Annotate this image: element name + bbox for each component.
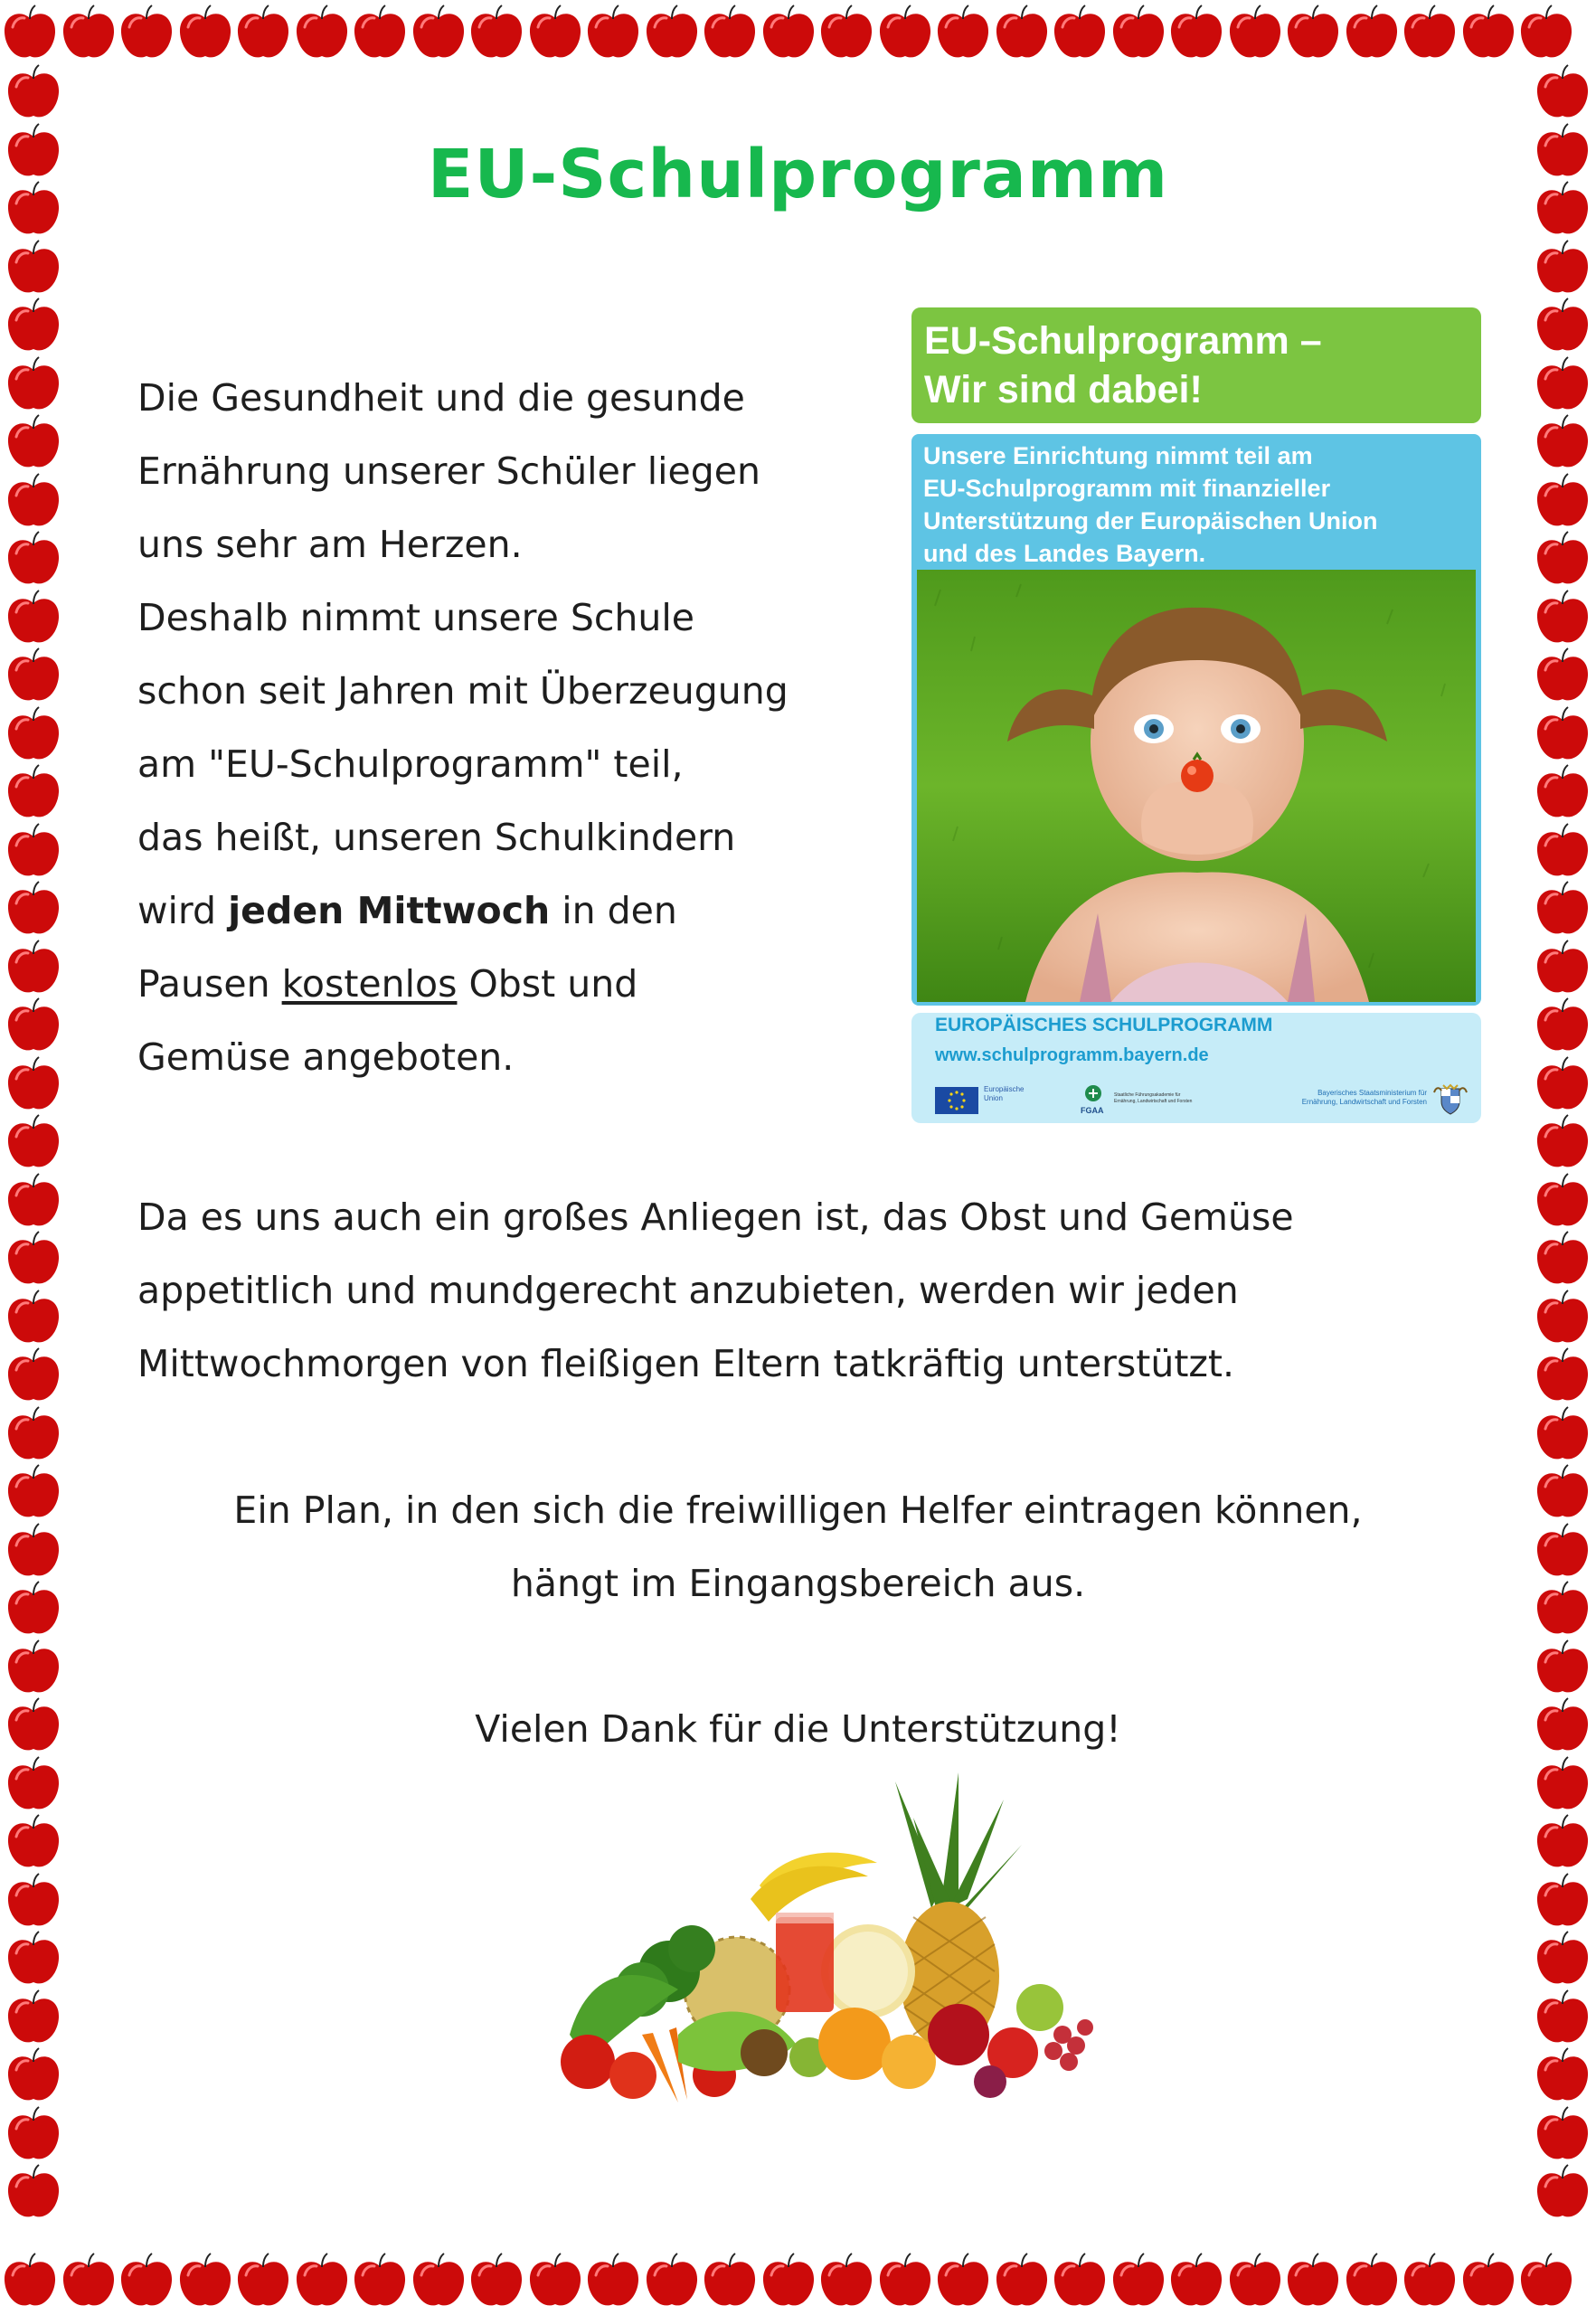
plan-line: Ein Plan, in den sich die freiwilligen Helfer eintragen können, — [233, 1488, 1363, 1532]
apple-icon — [759, 2252, 818, 2311]
apple-icon — [1533, 1813, 1592, 1873]
apple-icon — [1533, 297, 1592, 356]
apple-icon — [4, 997, 63, 1056]
apple-icon — [233, 4, 293, 63]
apple-icon — [933, 2252, 993, 2311]
apple-icon — [1109, 4, 1168, 63]
apple-icon — [4, 1289, 63, 1348]
apple-icon — [875, 2252, 935, 2311]
text-segment: Obst und — [457, 962, 638, 1006]
apple-icon — [1166, 4, 1226, 63]
apple-icon — [4, 763, 63, 823]
plan-notice — [0, 1474, 1596, 1620]
apple-icon — [1283, 4, 1343, 63]
poster-heading-line: Wir sind dabei! — [924, 368, 1203, 411]
fgaa-label-line: Staatliche Führungsakademie für — [1114, 1092, 1181, 1098]
poster-intro-line: EU-Schulprogramm mit finanzieller — [923, 475, 1331, 502]
emphasis-weekday: jeden Mittwoch — [228, 889, 551, 932]
ministry-label-line: Ernährung, Landwirtschaft und Forsten — [1301, 1098, 1427, 1106]
apple-icon — [1533, 589, 1592, 648]
apple-icon — [1225, 2252, 1285, 2311]
fgaa-abbr: FGAA — [1081, 1106, 1104, 1115]
apple-icon — [1283, 2252, 1343, 2311]
apple-icon — [4, 355, 63, 415]
apple-icon — [175, 2252, 235, 2311]
apple-icon — [1533, 1930, 1592, 1989]
apple-icon — [1533, 1405, 1592, 1465]
apple-icon — [700, 4, 760, 63]
apple-icon — [59, 2252, 118, 2311]
apple-icon — [4, 530, 63, 590]
ministry-label-line: Bayerisches Staatsministerium für — [1317, 1089, 1427, 1097]
apple-icon — [467, 2252, 526, 2311]
apple-icon — [1533, 2105, 1592, 2165]
intro-line: das heißt, unseren Schulkindern — [137, 816, 736, 859]
apple-icon — [117, 4, 176, 63]
apple-icon — [1533, 763, 1592, 823]
apple-icon — [4, 1230, 63, 1290]
apple-icon — [1400, 2252, 1459, 2311]
apple-icon — [759, 4, 818, 63]
apple-icon — [4, 1346, 63, 1406]
apple-icon — [4, 1172, 63, 1232]
poster-intro — [923, 439, 1466, 570]
apple-icon — [0, 4, 60, 63]
text-segment: in den — [550, 889, 677, 932]
intro-line: Ernährung unserer Schüler liegen — [137, 449, 760, 493]
apple-icon — [1050, 4, 1110, 63]
apple-icon — [1533, 1230, 1592, 1290]
intro-line: Die Gesundheit und die gesunde — [137, 376, 745, 420]
apple-icon — [1533, 1055, 1592, 1115]
apple-icon — [1459, 4, 1518, 63]
apple-icon — [4, 2105, 63, 2165]
poster-intro-line: Unsere Einrichtung nimmt teil am — [923, 442, 1313, 469]
apple-icon — [1533, 530, 1592, 590]
apple-icon — [1533, 2163, 1592, 2223]
text-segment: Pausen — [137, 962, 282, 1006]
apple-icon — [292, 2252, 352, 2311]
apple-icon — [4, 63, 63, 123]
apple-icon — [1533, 1872, 1592, 1932]
apple-icon — [4, 1872, 63, 1932]
apple-icon — [1533, 1172, 1592, 1232]
intro-line: Gemüse angeboten. — [137, 1035, 515, 1079]
eu-flag-icon — [935, 1087, 978, 1114]
intro-line: uns sehr am Herzen. — [137, 523, 523, 566]
apple-icon — [4, 705, 63, 765]
apple-icon — [525, 2252, 585, 2311]
apple-icon — [1225, 4, 1285, 63]
apple-icon — [642, 2252, 702, 2311]
poster-intro-line: Unterstützung der Europäischen Union — [923, 507, 1378, 534]
apple-icon — [1533, 2046, 1592, 2106]
apple-icon — [350, 4, 410, 63]
eu-label-line: Europäische — [984, 1085, 1025, 1093]
paragraph-line: Mittwochmorgen von fleißigen Eltern tatkräftig unterstützt. — [137, 1342, 1235, 1385]
apple-icon — [583, 2252, 643, 2311]
fgaa-label — [1114, 1092, 1241, 1105]
apple-icon — [4, 1113, 63, 1173]
fgaa-logo-icon — [1080, 1083, 1107, 1116]
apple-icon — [1533, 822, 1592, 882]
apple-icon — [4, 2163, 63, 2223]
apple-icon — [992, 2252, 1052, 2311]
plan-line: hängt im Eingangsbereich aus. — [510, 1562, 1086, 1605]
apple-icon — [4, 647, 63, 706]
apple-icon — [4, 880, 63, 940]
apple-icon — [1533, 997, 1592, 1056]
apple-icon — [350, 2252, 410, 2311]
apple-icon — [1533, 63, 1592, 123]
poster-heading-line: EU-Schulprogramm – — [924, 319, 1322, 363]
apple-icon — [933, 4, 993, 63]
apple-icon — [1459, 2252, 1518, 2311]
apple-icon — [583, 4, 643, 63]
paragraph-line: Da es uns auch ein großes Anliegen ist, das Obst und Gemüse — [137, 1195, 1294, 1239]
program-website-link[interactable]: www.schulprogramm.bayern.de — [935, 1045, 1209, 1065]
apple-icon — [1533, 472, 1592, 532]
apple-icon — [1050, 2252, 1110, 2311]
apple-icon — [1533, 355, 1592, 415]
program-poster — [911, 307, 1481, 1123]
apple-icon — [4, 589, 63, 648]
apple-icon — [1533, 880, 1592, 940]
intro-line-free — [137, 948, 897, 1021]
helpers-paragraph — [137, 1181, 1476, 1401]
eu-label-line: Union — [984, 1094, 1003, 1102]
apple-icon — [4, 939, 63, 998]
apple-icon — [1400, 4, 1459, 63]
intro-line-weekday — [137, 874, 897, 948]
apple-icon — [1533, 413, 1592, 473]
apple-icon — [4, 297, 63, 356]
intro-line: am "EU-Schulprogramm" teil, — [137, 742, 684, 786]
poster-footer — [911, 1013, 1481, 1123]
apple-icon — [817, 4, 876, 63]
page-title: EU-Schulprogramm — [427, 136, 1169, 213]
apple-icon — [1342, 4, 1402, 63]
fgaa-label-line: Ernährung, Landwirtschaft und Forsten — [1114, 1099, 1193, 1104]
apple-icon — [117, 2252, 176, 2311]
apple-icon — [4, 1405, 63, 1465]
apple-icon — [1533, 1113, 1592, 1173]
intro-paragraph — [137, 362, 897, 1094]
apple-icon — [59, 4, 118, 63]
apple-icon — [233, 2252, 293, 2311]
apple-icon — [4, 413, 63, 473]
intro-line: schon seit Jahren mit Überzeugung — [137, 669, 789, 713]
apple-icon — [1342, 2252, 1402, 2311]
apple-icon — [1533, 705, 1592, 765]
apple-icon — [0, 2252, 60, 2311]
apple-icon — [1516, 4, 1576, 63]
fruit-vegetable-illustration — [534, 1763, 1130, 2107]
underline-free: kostenlos — [281, 962, 458, 1006]
apple-icon — [817, 2252, 876, 2311]
apple-icon — [525, 4, 585, 63]
apple-icon — [4, 1055, 63, 1115]
apple-icon — [642, 4, 702, 63]
apple-icon — [4, 239, 63, 298]
apple-icon — [1533, 1989, 1592, 2048]
bavarian-crest-icon — [1431, 1083, 1470, 1116]
apple-icon — [1166, 2252, 1226, 2311]
apple-icon — [409, 4, 468, 63]
apple-icon — [4, 472, 63, 532]
paragraph-line: appetitlich und mundgerecht anzubieten, werden wir jeden — [137, 1269, 1239, 1312]
ministry-label — [1255, 1089, 1427, 1107]
apple-icon — [467, 4, 526, 63]
apple-icon — [1109, 2252, 1168, 2311]
apple-icon — [4, 822, 63, 882]
apple-icon — [4, 1639, 63, 1698]
apple-icon — [175, 4, 235, 63]
apple-icon — [1533, 1289, 1592, 1348]
apple-icon — [4, 2046, 63, 2106]
poster-footer-title: EUROPÄISCHES SCHULPROGRAMM — [935, 1015, 1273, 1035]
apple-icon — [4, 1989, 63, 2048]
apple-icon — [1533, 647, 1592, 706]
apple-icon — [1533, 939, 1592, 998]
text-segment: wird — [137, 889, 229, 932]
apple-icon — [992, 4, 1052, 63]
apple-icon — [409, 2252, 468, 2311]
child-with-tomato-photo — [917, 570, 1476, 1002]
eu-label — [984, 1085, 1038, 1103]
poster-intro-line: und des Landes Bayern. — [923, 540, 1206, 567]
apple-icon — [4, 1813, 63, 1873]
thanks-line: Vielen Dank für die Unterstützung! — [475, 1707, 1121, 1751]
apple-icon — [1533, 1639, 1592, 1698]
apple-icon — [1533, 239, 1592, 298]
apple-icon — [4, 1930, 63, 1989]
apple-icon — [1516, 2252, 1576, 2311]
poster-body — [911, 434, 1481, 1006]
apple-icon — [875, 4, 935, 63]
apple-icon — [292, 4, 352, 63]
apple-icon — [700, 2252, 760, 2311]
poster-heading — [911, 307, 1481, 423]
apple-icon — [1533, 1346, 1592, 1406]
intro-line: Deshalb nimmt unsere Schule — [137, 596, 695, 639]
